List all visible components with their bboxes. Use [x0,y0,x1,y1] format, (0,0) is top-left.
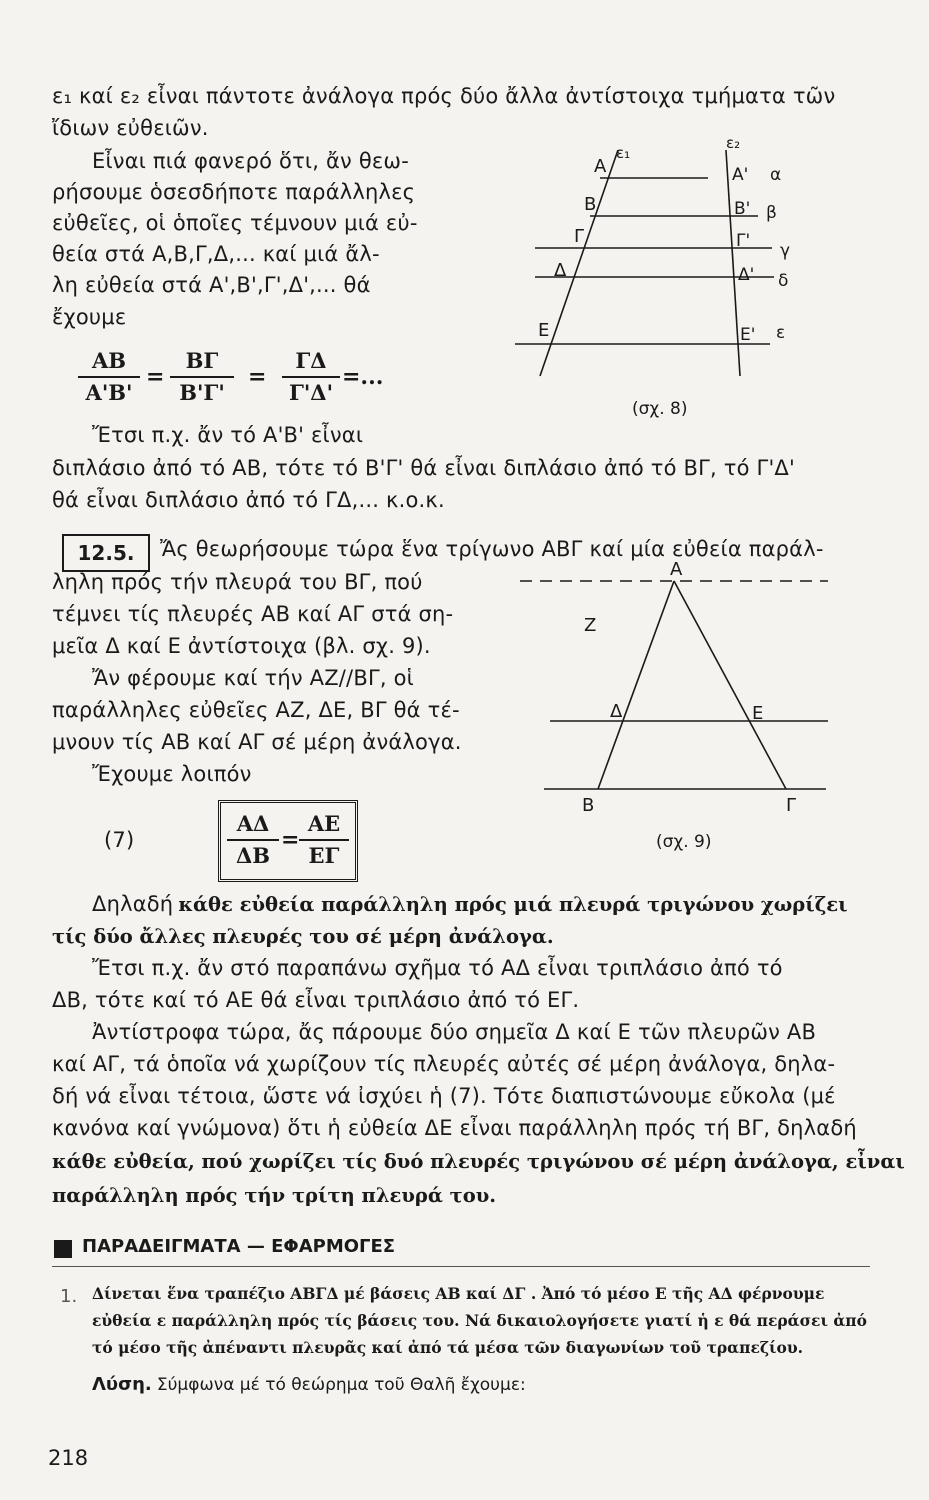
section-line: Ἄν φέρουμε καί τήν ΑΖ//ΒΓ, οἱ [92,666,414,690]
theorem-statement-1 [92,892,848,916]
fig9-label-B: Β [582,795,595,816]
solution-line [92,1374,526,1395]
fig8-label-A-prime: Α' [732,165,749,185]
theorem-statement-2-cont: παράλληλη πρός τήν τρίτη πλευρά του. [52,1184,497,1207]
section-line: Ἔχουμε λοιπόν [92,762,252,786]
fraction-bg [170,348,234,406]
side-AB [598,581,674,789]
fraction-denominator: Β'Γ' [179,380,225,405]
intro-line-1: ε₁ καί ε₂ εἶναι πάντοτε ἀνάλογα πρός δύο ἄλλα ἀντίστοιχα τμήματα τῶν [52,84,836,108]
fraction-denominator: Γ'Δ' [288,380,334,405]
example1-line: διπλάσιο ἀπό τό ΑΒ, τότε τό Β'Γ' θά εἶναι διπλάσιο ἀπό τό ΒΓ, τό Γ'Δ' [52,456,795,480]
solution-text: Σύμφωνα μέ τό θεώρημα τοῦ Θαλῆ ἔχουμε: [156,1375,526,1395]
fraction-denominator: ΔΒ [235,843,271,868]
side-AG [674,581,786,789]
fraction-numerator: ΑΕ [307,811,341,836]
fig8-label-B-prime: Β' [734,199,751,219]
equals-sign: = [146,364,165,390]
fraction-denominator: Α'Β' [85,380,133,405]
para1-line: θεία στά Α,Β,Γ,Δ,... καί μιά ἄλ- [52,242,380,266]
section-line: ληλη πρός τήν πλευρά του ΒΓ, πού [52,570,423,594]
fig8-line-label-epsilon: ε [776,323,786,343]
section-line: Ἄς θεωρήσουμε τώρα ἕνα τρίγωνο ΑΒΓ καί μία εὐθεία παράλ- [160,537,824,561]
fig9-label-E: Ε [752,703,764,724]
para1-line: ἔχουμε [52,305,127,329]
equals-ellipsis: =... [342,364,384,390]
fraction-ab [78,348,140,406]
fig8-line-label-delta: δ [778,271,789,291]
exercise-number: 1. [60,1286,78,1307]
fig8-label-A: Α [594,156,607,177]
fraction-numerator: ΓΔ [295,348,327,373]
section-line: μνουν τίς ΑΒ καί ΑΓ σέ μέρη ἀνάλογα. [52,730,462,754]
example1-line: Ἔτσι π.χ. ἄν τό Α'Β' εἶναι [92,423,364,447]
header-square-icon [54,1240,72,1258]
intro-line-2: ἴδιων εὐθειῶν. [52,116,209,140]
fraction-numerator: ΑΒ [91,348,127,373]
fraction-ae-eg [299,811,349,869]
fig8-label-D-prime: Δ' [738,265,755,285]
fig9-label-A: Α [670,559,683,580]
example1-line: θά εἶναι διπλάσιο ἀπό τό ΓΔ,... κ.ο.κ. [52,488,445,512]
para1-line: Εἶναι πιά φανερό ὅτι, ἄν θεω- [92,149,409,173]
fig9-label-D: Δ [610,701,623,722]
fig8-line-label-gamma: γ [780,241,791,261]
fig8-label-e1: ε₁ [616,144,631,162]
statement-bold: κάθε εὐθεία παράλληλη πρός μιά πλευρά τριγώνου χωρίζει [178,893,848,916]
converse-line: δή νά εἶναι τέτοια, ὥστε νά ἰσχύει ἡ (7). Τότε διαπιστώνουμε εὔκολα (μέ [52,1084,836,1108]
para1-line: ρήσουμε ὁσεσδήποτε παράλληλες [52,180,416,204]
section-number: 12.5. [62,534,150,572]
fraction-denominator: ΕΓ [308,843,340,868]
converse-line: Ἀντίστροφα τώρα, ἄς πάρουμε δύο σημεῖα Δ καί Ε τῶν πλευρῶν ΑΒ [92,1020,817,1044]
fraction-numerator: ΒΓ [185,348,219,373]
fig8-label-E: Ε [538,320,550,341]
fig8-caption: (σχ. 8) [632,399,688,418]
fig9-caption: (σχ. 9) [656,832,712,852]
fig8-line-label-beta: β [766,203,777,223]
fig9-label-G: Γ [786,795,797,816]
theorem-statement-2: κάθε εὐθεία, πού χωρίζει τίς δυό πλευρές τριγώνου σέ μέρη ἀνάλογα, εἶναι [52,1150,905,1173]
section-line: μεῖα Δ καί Ε ἀντίστοιχα (βλ. σχ. 9). [52,634,431,658]
transversal-e1 [540,150,618,376]
exercise-line: εὐθεία ε παράλληλη πρός τίς βάσεις του. Νά δικαιολογήσετε γιατί ἡ ε θά περάσει ἀπό [92,1311,867,1330]
exercise-line: Δίνεται ἕνα τραπέζιο ΑΒΓΔ μέ βάσεις ΑΒ καί ΔΓ . Ἀπό τό μέσο Ε τῆς ΑΔ φέρνουμε [92,1284,825,1303]
figure-9 [520,555,840,855]
fig8-label-G-prime: Γ' [736,231,751,251]
fig8-label-e2: ε₂ [726,134,741,152]
theorem-statement-1-cont: τίς δύο ἄλλες πλευρές του σέ μέρη ἀνάλογα. [52,925,554,948]
fig8-label-G: Γ [574,226,585,247]
para1-line: λη εὐθεία στά Α',Β',Γ',Δ',... θά [52,273,371,297]
header-rule [52,1266,870,1267]
fig8-line-label-alpha: α [770,165,782,185]
fig9-label-Z: Ζ [584,615,597,636]
equation-7-label: (7) [104,828,135,852]
equals-sign: = [248,364,267,390]
fraction-numerator: ΑΔ [236,811,270,836]
equals-sign: = [281,827,300,853]
section-line: παράλληλες εὐθεῖες ΑΖ, ΔΕ, ΒΓ θά τέ- [52,698,460,722]
figure-8 [500,128,830,418]
statement-plain: Δηλαδή [92,892,174,916]
equation-7-box [218,800,358,882]
fraction-gd [282,348,340,406]
section-line: τέμνει τίς πλευρές ΑΒ καί ΑΓ στά ση- [52,602,454,626]
converse-line: κανόνα καί γνώμονα) ὅτι ἡ εὐθεία ΔΕ εἶναι παράλληλη πρός τή ΒΓ, δηλαδή [52,1116,857,1140]
converse-line: καί ΑΓ, τά ὁποῖα νά χωρίζουν τίς πλευρές αὐτές σέ μέρη ἀνάλογα, δηλα- [52,1052,836,1076]
fig8-label-D: Δ [554,260,567,281]
page-number: 218 [48,1446,89,1470]
solution-label: Λύση. [92,1374,152,1395]
fig8-label-B: Β [584,194,597,215]
exercise-line: τό μέσο τῆς ἀπέναντι πλευρᾶς καί ἀπό τά μέσα τῶν διαγωνίων τοῦ τραπεζίου. [92,1338,804,1357]
example2-line: ΔΒ, τότε καί τό ΑΕ θά εἶναι τριπλάσιο ἀπό τό ΕΓ. [52,988,580,1012]
fraction-ad-db [227,811,279,869]
example2-line: Ἔτσι π.χ. ἄν στό παραπάνω σχῆμα τό ΑΔ εἶναι τριπλάσιο ἀπό τό [92,956,783,980]
para1-line: εὐθεῖες, οἱ ὁποῖες τέμνουν μιά εὐ- [52,211,418,235]
examples-header: ΠΑΡΑΔΕΙΓΜΑΤΑ — ΕΦΑΡΜΟΓΕΣ [82,1236,396,1257]
fig8-label-E-prime: Ε' [740,325,756,345]
